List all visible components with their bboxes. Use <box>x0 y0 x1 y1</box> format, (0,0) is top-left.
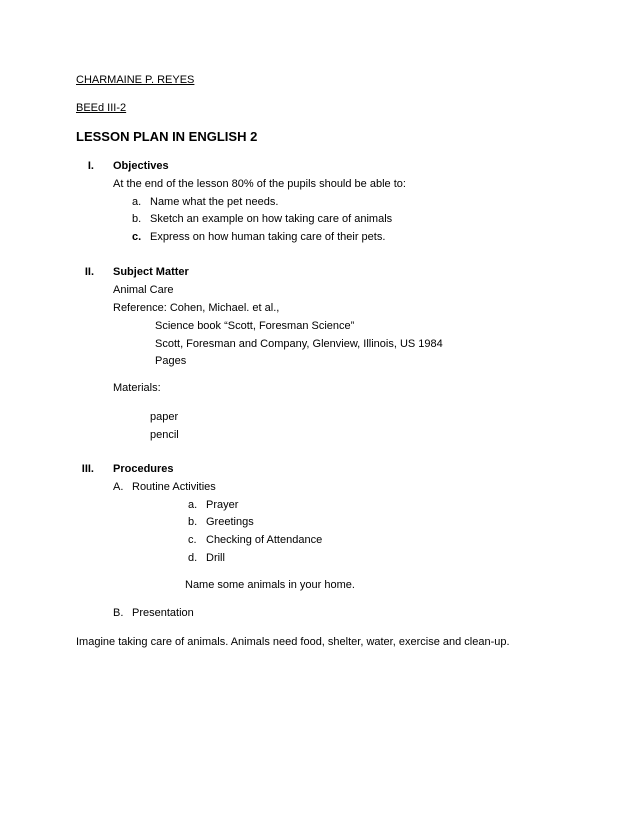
list-marker: c. <box>188 534 197 546</box>
subsection-marker: A. <box>113 481 124 493</box>
section-heading-subject-matter: Subject Matter <box>113 266 189 278</box>
section-number-objectives: I. <box>87 160 94 172</box>
section-number-subject-matter: II. <box>84 266 94 278</box>
reference-detail: Pages <box>155 355 187 367</box>
closing-paragraph: Imagine taking care of animals. Animals need food, shelter, water, exercise and clean-up. <box>76 636 510 648</box>
routine-item: Prayer <box>206 499 239 511</box>
drill-prompt: Name some animals in your home. <box>185 579 355 591</box>
subsection-presentation: Presentation <box>132 607 194 619</box>
list-marker: d. <box>188 552 198 564</box>
list-marker: a. <box>132 196 142 208</box>
list-marker: c. <box>132 231 142 243</box>
subsection-routine-activities: Routine Activities <box>132 481 216 493</box>
section-number-procedures: III. <box>81 463 94 475</box>
material-item: pencil <box>150 429 179 441</box>
subsection-marker: B. <box>113 607 124 619</box>
author-name: CHARMAINE P. REYES <box>76 74 195 86</box>
routine-item: Checking of Attendance <box>206 534 323 546</box>
routine-item: Drill <box>206 552 225 564</box>
material-item: paper <box>150 411 179 423</box>
section-heading-objectives: Objectives <box>113 160 169 172</box>
routine-item: Greetings <box>206 516 254 528</box>
reference-detail: Science book “Scott, Foresman Science” <box>155 320 355 332</box>
objective-item: Express on how human taking care of their pets. <box>150 231 386 243</box>
materials-label: Materials: <box>113 382 161 394</box>
section-heading-procedures: Procedures <box>113 463 174 475</box>
reference-line: Reference: Cohen, Michael. et al., <box>113 302 280 314</box>
list-marker: b. <box>188 516 198 528</box>
course-section: BEEd III-2 <box>76 102 127 114</box>
objective-item: Sketch an example on how taking care of animals <box>150 213 393 225</box>
page-title: LESSON PLAN IN ENGLISH 2 <box>76 129 258 144</box>
list-marker: a. <box>188 499 198 511</box>
objective-item: Name what the pet needs. <box>150 196 279 208</box>
subject-topic: Animal Care <box>113 284 174 296</box>
reference-detail: Scott, Foresman and Company, Glenview, Illinois, US 1984 <box>155 338 443 350</box>
list-marker: b. <box>132 213 142 225</box>
objectives-intro: At the end of the lesson 80% of the pupils should be able to: <box>113 178 406 190</box>
